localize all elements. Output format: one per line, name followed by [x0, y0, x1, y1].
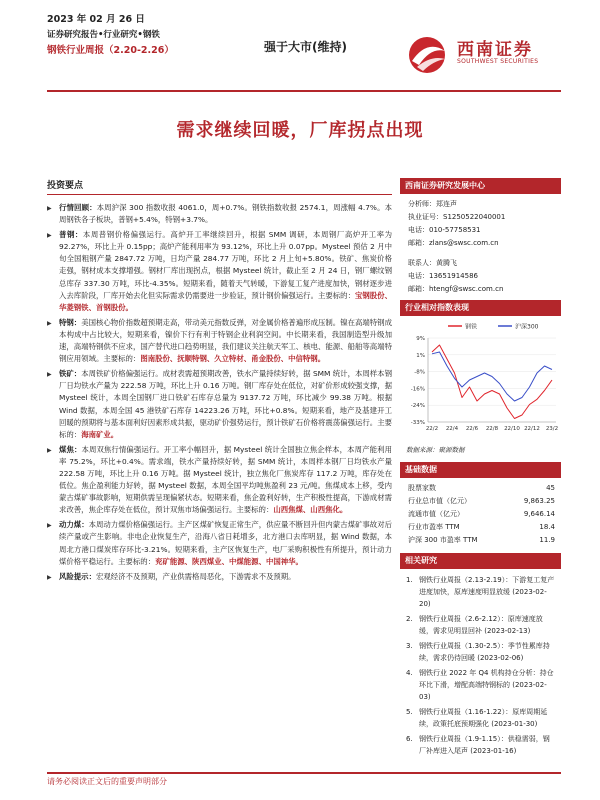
investment-point	[47, 368, 392, 441]
footer-note: 请务必阅读正文后的重要声明部分	[47, 777, 167, 786]
basic-data-label: 行业市盈率 TTM	[408, 523, 460, 531]
x-tick-label: 22/6	[465, 426, 479, 432]
bullet-arrow-icon: ▶	[47, 371, 52, 379]
footer-divider	[47, 772, 561, 774]
investment-point-body	[59, 229, 392, 314]
x-tick-label: 22/12	[524, 426, 540, 432]
research-team-heading: 西南证券研究发展中心	[400, 178, 561, 194]
investment-points-heading: 投资要点	[47, 178, 392, 195]
related-research-number: 5.	[406, 708, 413, 716]
analyst-email[interactable]: 邮箱：zlans@swsc.com.cn	[408, 239, 499, 247]
investment-point-stocks: 山西焦煤、山西焦化。	[273, 505, 348, 515]
basic-data-heading: 基础数据	[400, 462, 561, 478]
investment-point-label: 煤焦：	[59, 444, 82, 454]
rating-tag: 强于大市(维持)	[264, 40, 347, 54]
investment-point	[47, 444, 392, 517]
basic-data-row	[408, 534, 555, 547]
related-research-item[interactable]	[406, 667, 555, 703]
related-research-text: 钢铁行业周报（1.9-1.15）：供稳需弱，钢厂补库进入尾声 (2023-01-16)	[419, 735, 550, 755]
investment-point-body	[59, 519, 392, 567]
related-research-text: 钢铁行业 2022 年 Q4 机构持仓分析：持仓环比下滑，增配高端特钢标的 (2023-02-03)	[419, 669, 554, 701]
investment-point-label: 动力煤：	[59, 520, 89, 530]
bullet-arrow-icon: ▶	[47, 522, 52, 530]
relative-index-chart-svg	[400, 316, 561, 440]
investment-point-body	[59, 444, 392, 517]
basic-data-row	[408, 508, 555, 521]
investment-point-body	[59, 202, 392, 226]
y-tick-label: -16%	[410, 386, 425, 393]
basic-data-value: 9,863.25	[523, 497, 555, 505]
investment-point-text: 本周双焦行情偏强运行。开工率小幅回升，据 Mysteel 统计全国独立焦企样本，本周产能利用率 75.2%，环比+0.4%。需求端，铁水产量持续好转，据 SMM 统计，本周样本钢厂日均铁水产量 222.58 万吨，环比上升 0.16 万吨。据 Mysteel 统计，独立焦化厂焦炭库存 117.2 万吨，库存处在低位。焦企盈利能力好转，据 Mysteel 数据，本周全国平均吨焦盈利 23 元/吨。焦煤成本上移，受内蒙古煤矿事故影响，短期供需呈现偏紧状态。短期来看，焦企盈利好转，生产积极性提高，下游成材需求改善，焦企库存处在低位，预计双焦市场偏强运行。主要标的：	[59, 444, 392, 515]
contact-phone: 电话：13651914586	[408, 272, 478, 280]
investment-point	[47, 317, 392, 365]
chart-heading: 行业相对指数表现	[400, 300, 561, 316]
bullet-arrow-icon: ▶	[47, 573, 52, 581]
x-tick-label: 22/4	[445, 426, 459, 432]
basic-data-table	[400, 478, 561, 553]
related-research-text: 钢铁行业周报（2.13-2.19）：下游复工复产进度加快，原库速度明显放缓 (2023-02-20)	[419, 576, 555, 608]
basic-data-value: 9,646.14	[523, 510, 555, 518]
sidebar	[400, 178, 561, 760]
basic-data-row	[408, 495, 555, 508]
bullet-arrow-icon: ▶	[47, 446, 52, 454]
x-tick-label: 22/8	[485, 426, 499, 432]
analyst-phone: 电话：010-57758531	[408, 226, 481, 234]
related-research-item[interactable]	[406, 613, 555, 637]
related-research-list	[400, 569, 561, 757]
report-name: 钢铁行业周报（2.20-2.26）	[47, 45, 174, 56]
series-line	[432, 352, 552, 401]
basic-data-value: 18.4	[539, 523, 555, 531]
report-category: 证券研究报告•行业研究•钢铁	[47, 30, 160, 40]
basic-data-label: 股票家数	[408, 484, 436, 492]
y-tick-label: -8%	[414, 369, 425, 376]
investment-point-stocks: 海南矿业。	[81, 429, 119, 439]
basic-data-row	[408, 482, 555, 495]
investment-points-section	[47, 178, 392, 587]
investment-point-body	[59, 317, 392, 365]
investment-point-label: 行情回顾：	[59, 203, 97, 212]
investment-point-stocks: 图南股份、抚顺特钢、久立特材、甬金股份、中信特钢。	[140, 354, 326, 364]
investment-points-list	[47, 202, 392, 584]
investment-point-body	[59, 368, 392, 441]
logo-subtitle: SOUTHWEST SECURITIES	[457, 58, 539, 65]
legend-label: 钢铁	[465, 323, 478, 331]
investment-point-label: 特钢：	[59, 317, 82, 327]
contact-email[interactable]: 邮箱：htengf@swsc.com.cn	[408, 285, 504, 293]
report-header	[47, 12, 267, 60]
chart-source: 数据来源：聚源数据	[406, 446, 465, 454]
x-tick-label: 23/2	[545, 426, 559, 432]
analyst-license: 执业证号：S1250522040001	[408, 213, 506, 221]
series-line	[432, 345, 552, 419]
logo-name: 西南证券	[457, 40, 533, 60]
investment-point-text: 本周动力煤价格偏强运行。主产区煤矿恢复正常生产，供应量不断回升但内蒙古煤矿事故对后续产量或产生影响。非电企业恢复生产，沿海八省日耗增多，北方港口去库明显，据 Wind 数据，本周北方港口煤炭库存环比-3.21%。短期来看，主产区恢复生产，电厂采购积极性有所提升，预计动力煤价格平稳运行。主要标的：	[59, 520, 392, 566]
investment-point-text: 宏观经济不及预期，产业供需格局恶化，下游需求不及预期。	[95, 571, 296, 581]
bullet-arrow-icon: ▶	[47, 205, 52, 212]
analyst-name: 分析师：郑连声	[408, 200, 457, 208]
header-divider	[47, 90, 561, 92]
x-tick-label: 22/2	[425, 426, 439, 432]
investment-point	[47, 229, 392, 314]
basic-data-value: 11.9	[539, 536, 555, 544]
y-tick-label: -33%	[410, 420, 425, 426]
basic-data-label: 流通市值（亿元）	[408, 510, 464, 518]
related-research-number: 2.	[406, 615, 413, 623]
bullet-arrow-icon: ▶	[47, 232, 52, 240]
basic-data-label: 行业总市值（亿元）	[408, 497, 471, 505]
legend-label: 沪深300	[515, 323, 539, 331]
report-title: 需求继续回暖，厂库拐点出现	[176, 120, 424, 141]
investment-point-stocks: 兖矿能源、陕西煤业、中煤能源、中国神华。	[155, 556, 303, 566]
related-research-number: 6.	[406, 735, 413, 743]
report-date: 2023 年 02 月 26 日	[47, 14, 145, 25]
investment-point	[47, 202, 392, 226]
basic-data-label: 沪深 300 市盈率 TTM	[408, 536, 478, 544]
related-research-text: 钢铁行业周报（1.30-2.5）：季节性累库持续，需求仍待回暖 (2023-02-06)	[419, 642, 550, 662]
investment-point-text: 本周沪深 300 指数收报 4061.0，周+0.7%。钢铁指数收报 2574.1，周涨幅 4.7%。本周钢铁各子板块，普钢+5.4%，特钢+3.7%。	[59, 203, 392, 225]
bullet-arrow-icon: ▶	[47, 319, 52, 327]
investment-point-label: 风险提示：	[59, 571, 96, 581]
related-research-item[interactable]	[406, 640, 555, 664]
related-research-item[interactable]	[406, 733, 555, 757]
investment-point-stocks: 宝钢股份、华菱钢铁、首钢股份。	[59, 290, 392, 312]
relative-index-chart	[400, 316, 561, 440]
logo-emblem-icon	[407, 35, 451, 75]
y-tick-label: -24%	[410, 403, 425, 410]
related-research-number: 1.	[406, 576, 413, 584]
related-research-text: 钢铁行业周报（1.16-1.22）：原库周期延续，政策托底预期强化 (2023-01-30)	[419, 708, 548, 728]
related-research-item[interactable]	[406, 574, 555, 610]
contact-name: 联系人：黄腾飞	[408, 259, 457, 267]
investment-point	[47, 519, 392, 567]
y-tick-label: 1%	[416, 352, 425, 359]
analyst-block	[400, 194, 561, 300]
basic-data-value: 45	[546, 484, 555, 492]
investment-point	[47, 571, 392, 584]
investment-point-text: 本周铁矿价格偏强运行。成材表需超预期改善，铁水产量持续好转，据 SMM 统计，本周样本钢厂日均铁水产量为 222.58 万吨，环比上升 0.16 万吨。钢厂库存处在低位，对矿价形成较强支撑，据 Mysteel 统计，本周全国钢厂进口铁矿石库存总量为 9137.72 万吨，环比减少 99.38 万吨。根据 Wind 数据，本周全国 45 港铁矿石库存 14223.26 万吨，环比+0.8%。短期来看，地产及基建开工回暖的预期将与基本面利好因素形成共振，驱动矿价强势运行，预计铁矿石价格将震荡偏强运行。主要标的：	[59, 369, 392, 439]
y-tick-label: 9%	[416, 336, 425, 342]
related-research-number: 4.	[406, 669, 413, 677]
company-logo	[407, 35, 567, 75]
investment-point-text: 美国核心物价指数超预期走高，带动美元指数反弹，对金属价格普遍形成压制。镍在高端特钢成本构成中占比较大，短期来看，镍价下行有利于特钢企业利润空间。中长期来看，我国制造型升级加速，高端特钢供不应求，国产替代进口趋势明显，我们建议关注航天军工、核电、能源、船舶等高端特钢应用领域。主要标的：	[59, 317, 392, 364]
basic-data-row	[408, 521, 555, 534]
related-research-text: 钢铁行业周报（2.6-2.12）：原库速度放缓，需求见明显回补 (2023-02-13)	[419, 615, 543, 635]
related-research-item[interactable]	[406, 706, 555, 730]
investment-point-body	[59, 571, 392, 584]
investment-point-text: 本周普钢价格偏强运行。高炉开工率继续回升，根据 SMM 调研，本周钢厂高炉开工率为 92.27%，环比上升 0.15pp；高炉产能利用率为 93.12%，环比上升 0.07pp。Mysteel 预估 2 月中旬全国粗钢产量 2847.72 万吨，日均产量 284.77 万吨，环比 2 月上旬+5.80%。铁矿、焦炭价格走强，钢材成本支撑增强。钢材厂库出现拐点，根据 Mysteel 统计，截止至 2 月 24 日，钢厂螺纹钢总库存 337.30 万吨，环比-4.35%。短期来看，随着天气转暖，下游复工复产进度加快，钢材逐步进入去库阶段，厂库开始去化但实际需求仍需要进一步验证，预计钢价偏强运行。主要标的：	[59, 230, 392, 300]
investment-point-label: 铁矿：	[59, 369, 82, 379]
x-tick-label: 22/10	[504, 426, 520, 432]
related-research-number: 3.	[406, 642, 413, 650]
related-research-heading: 相关研究	[400, 553, 561, 569]
investment-point-label: 普钢：	[59, 230, 83, 240]
